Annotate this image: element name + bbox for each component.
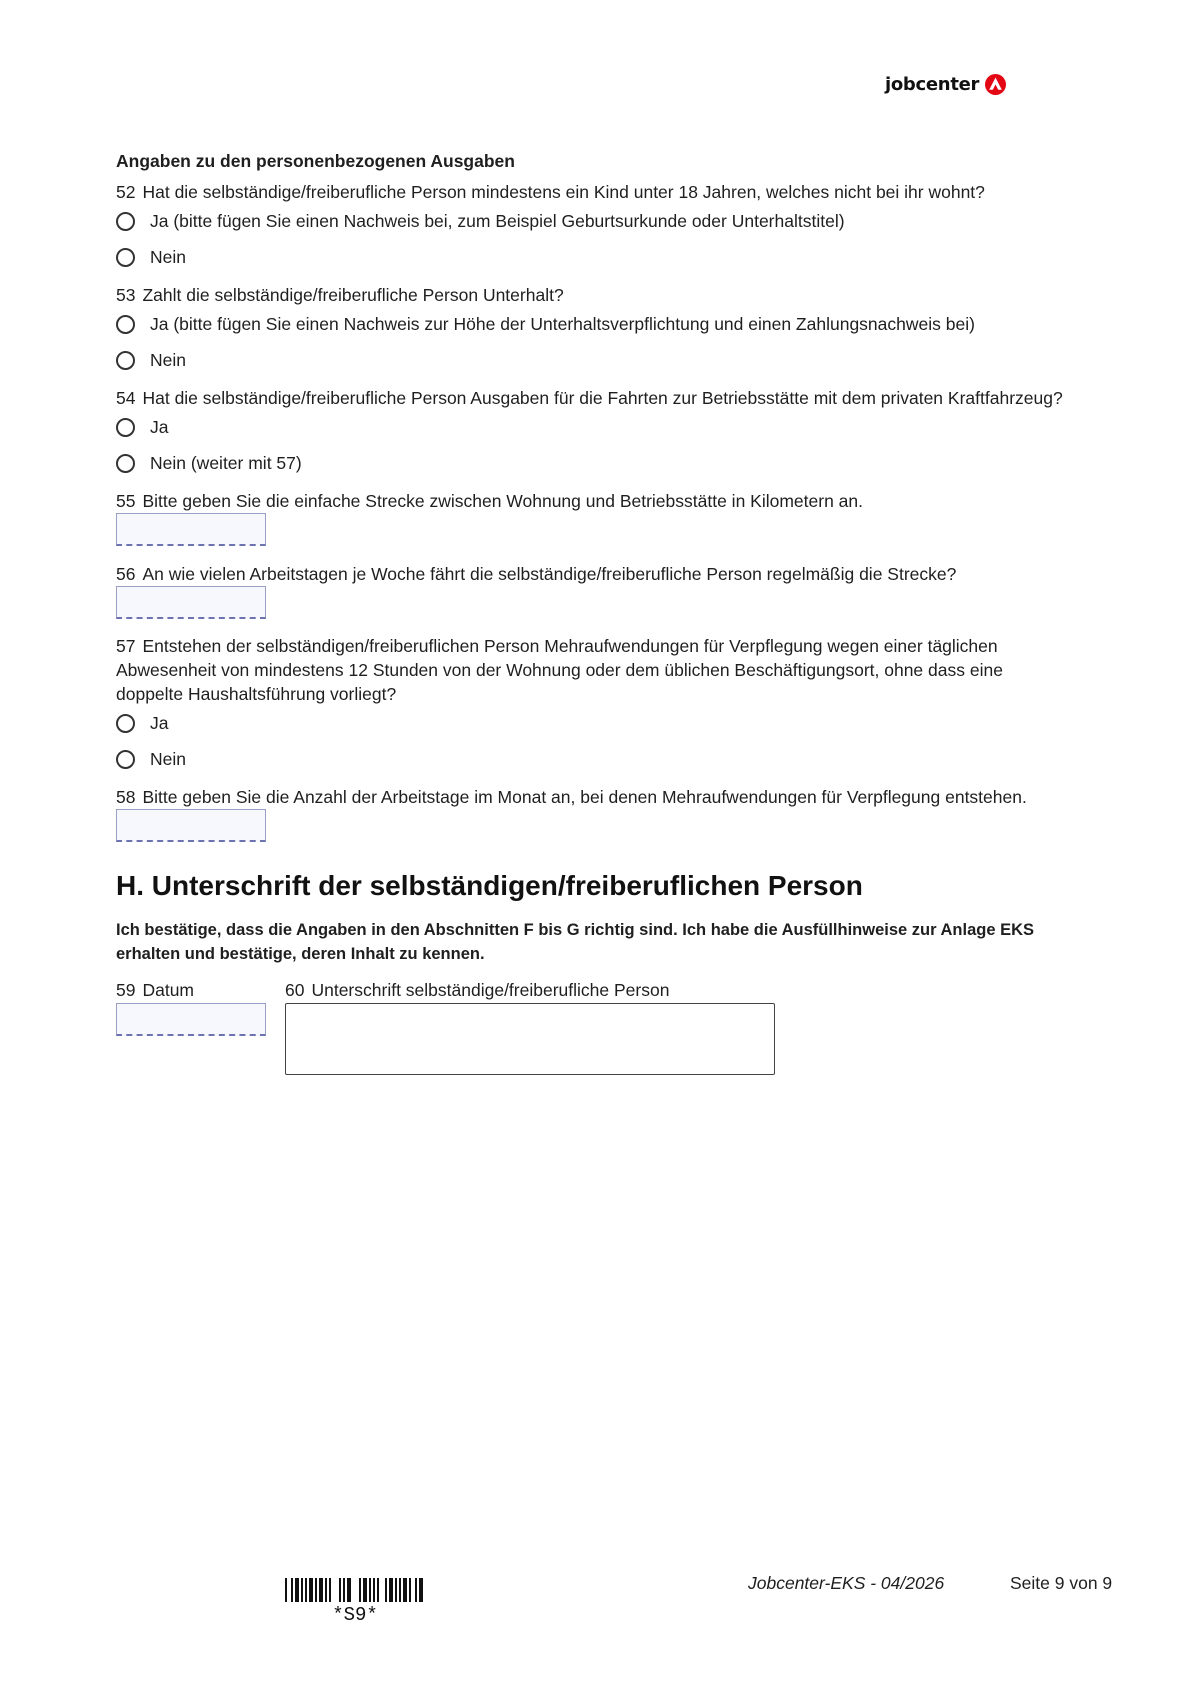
question-text-line: Entstehen der selbständigen/freiberuflichen Person Mehraufwendungen für Verpflegung wegen einer täglichen	[142, 636, 998, 656]
q52-option-nein[interactable]	[116, 247, 186, 268]
confirmation-line: Ich bestätige, dass die Angaben in den Abschnitten F bis G richtig sind. Ich habe die Ausfüllhinweise zur Anlage EKS	[116, 921, 1035, 939]
question-text: Datum	[142, 980, 195, 1000]
q58-days-input[interactable]	[116, 809, 266, 842]
radio-button[interactable]	[116, 351, 135, 370]
question-text: An wie vielen Arbeitstagen je Woche fährt die selbständige/freiberufliche Person regelmäßig die Strecke?	[142, 564, 957, 584]
question-60-label	[285, 978, 669, 1002]
q57-option-nein[interactable]	[116, 749, 186, 770]
question-53	[116, 283, 564, 307]
jobcenter-logo-icon	[985, 74, 1006, 95]
confirmation-text	[116, 918, 1076, 966]
radio-button[interactable]	[116, 315, 135, 334]
section-h-heading: H. Unterschrift der selbständigen/freiberuflichen Person	[116, 870, 863, 901]
option-label: Nein	[150, 749, 186, 769]
question-number: 53	[116, 285, 136, 305]
question-text-line: Abwesenheit von mindestens 12 Stunden von der Wohnung oder dem üblichen Beschäftigungsort, ohne dass eine	[116, 660, 1003, 680]
option-label: Ja	[150, 417, 169, 437]
q52-option-ja[interactable]	[116, 211, 845, 232]
jobcenter-logo	[885, 74, 1006, 95]
section-title: Angaben zu den personenbezogenen Ausgaben	[116, 151, 515, 171]
option-label: Ja (bitte fügen Sie einen Nachweis zur Höhe der Unterhaltsverpflichtung und einen Zahlungsnachweis bei)	[150, 314, 975, 334]
question-number: 54	[116, 388, 136, 408]
question-number: 56	[116, 564, 136, 584]
question-text: Zahlt die selbständige/freiberufliche Person Unterhalt?	[142, 285, 564, 305]
signature-box[interactable]	[285, 1003, 775, 1075]
question-55	[116, 489, 863, 513]
question-52	[116, 180, 985, 204]
question-57	[116, 634, 1003, 706]
question-56	[116, 562, 956, 586]
question-text: Bitte geben Sie die einfache Strecke zwischen Wohnung und Betriebsstätte in Kilometern an.	[142, 491, 863, 511]
question-text: Hat die selbständige/freiberufliche Person mindestens ein Kind unter 18 Jahren, welches nicht bei ihr wohnt?	[142, 182, 985, 202]
question-text: Hat die selbständige/freiberufliche Person Ausgaben für die Fahrten zur Betriebsstätte mit dem privaten Kraftfahrzeug?	[142, 388, 1063, 408]
question-number: 60	[285, 980, 305, 1000]
radio-button[interactable]	[116, 248, 135, 267]
option-label: Nein	[150, 247, 186, 267]
question-number: 59	[116, 980, 136, 1000]
confirmation-line: erhalten und bestätige, deren Inhalt zu kennen.	[116, 945, 485, 963]
barcode-label: *S9*	[332, 1604, 378, 1626]
question-number: 52	[116, 182, 136, 202]
question-number: 57	[116, 636, 136, 656]
radio-button[interactable]	[116, 454, 135, 473]
q57-option-ja[interactable]	[116, 713, 168, 734]
option-label: Ja (bitte fügen Sie einen Nachweis bei, zum Beispiel Geburtsurkunde oder Unterhaltstitel)	[150, 211, 845, 231]
q54-option-nein[interactable]	[116, 453, 302, 474]
option-label: Ja	[150, 713, 169, 733]
radio-button[interactable]	[116, 714, 135, 733]
q56-days-input[interactable]	[116, 586, 266, 619]
radio-button[interactable]	[116, 212, 135, 231]
q55-km-input[interactable]	[116, 513, 266, 546]
barcode-icon	[285, 1578, 425, 1602]
radio-button[interactable]	[116, 750, 135, 769]
page-number: Seite 9 von 9	[1010, 1573, 1113, 1593]
question-58	[116, 785, 1027, 809]
question-text-line: doppelte Haushaltsführung vorliegt?	[116, 684, 397, 704]
radio-button[interactable]	[116, 418, 135, 437]
logo-text: jobcenter	[885, 74, 980, 95]
q53-option-nein[interactable]	[116, 350, 186, 371]
option-label: Nein (weiter mit 57)	[150, 453, 302, 473]
question-text: Bitte geben Sie die Anzahl der Arbeitstage im Monat an, bei denen Mehraufwendungen für Verpflegung entstehen.	[142, 787, 1027, 807]
q54-option-ja[interactable]	[116, 417, 168, 438]
question-59-label	[116, 978, 194, 1002]
option-label: Nein	[150, 350, 186, 370]
question-text: Unterschrift selbständige/freiberufliche Person	[311, 980, 670, 1000]
form-identifier: Jobcenter-EKS - 04/2026	[748, 1573, 945, 1593]
question-54	[116, 386, 1063, 410]
barcode	[285, 1578, 425, 1626]
q53-option-ja[interactable]	[116, 314, 975, 335]
question-number: 55	[116, 491, 136, 511]
question-number: 58	[116, 787, 136, 807]
q59-date-input[interactable]	[116, 1003, 266, 1036]
